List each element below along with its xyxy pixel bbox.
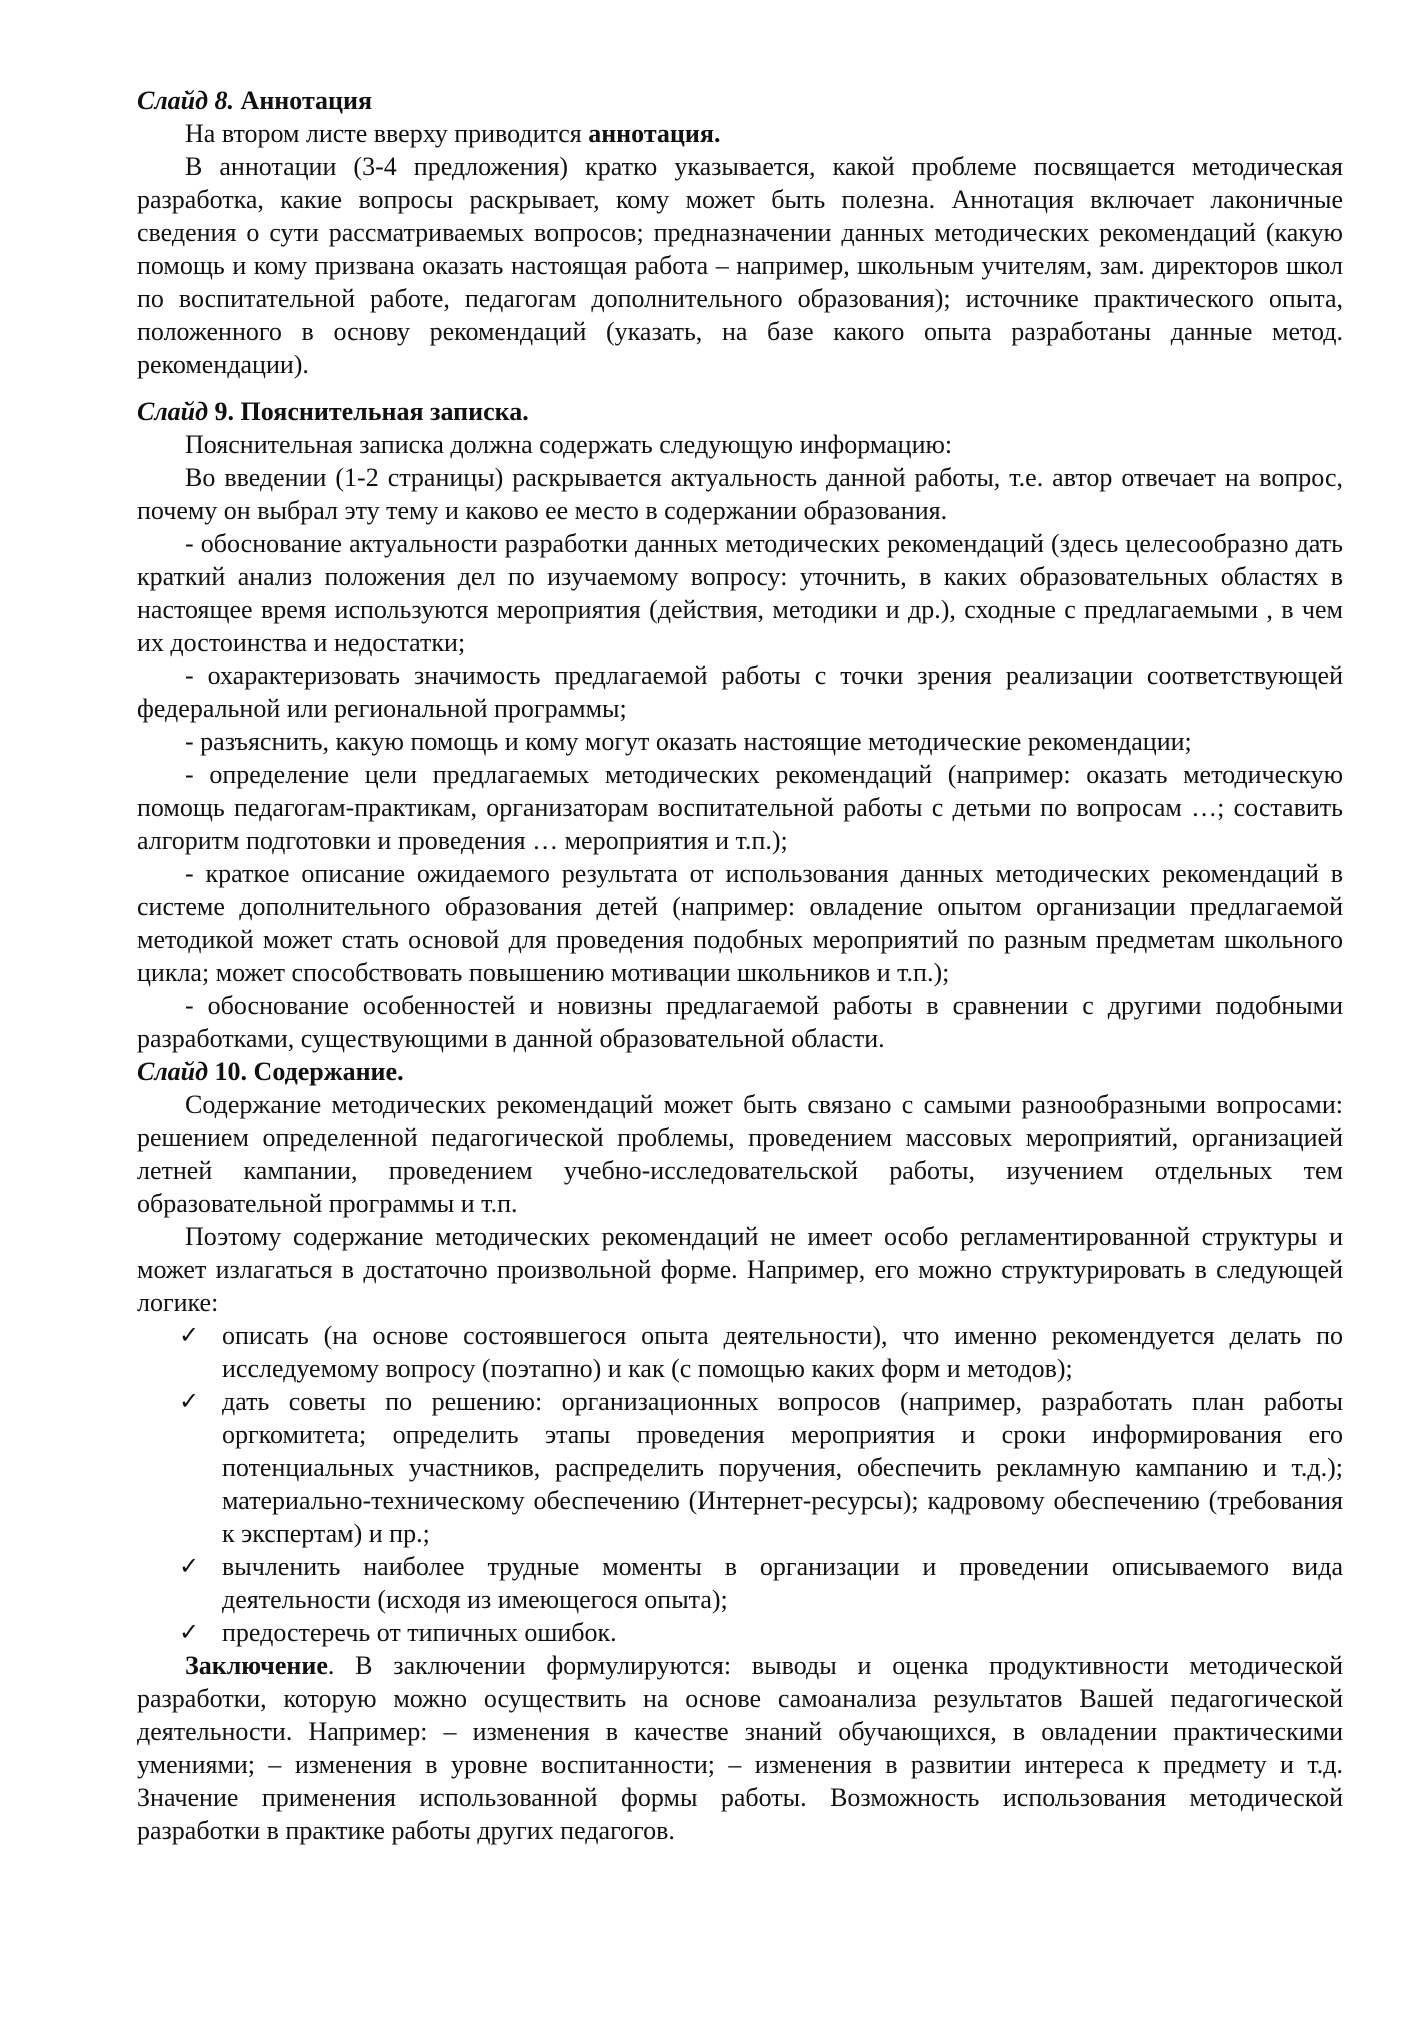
content-paragraph: Содержание методических рекомендаций может быть связано с самыми разнообразными вопросами: решением определенной педагогической проблемы, проведением массовых мероприятий, организацией летней кампании, проведением учебно-исследовательской работы, изучением отдельных тем образовательной программы и т.п.: [137, 1090, 1343, 1218]
checklist-item: [137, 1319, 1343, 1385]
explanatory-paragraph: - охарактеризовать значимость предлагаемой работы с точки зрения реализации соответствующей федеральной или региональной программы;: [137, 661, 1343, 723]
slide-9-heading: [137, 395, 1343, 428]
slide-number: 8.: [214, 86, 235, 115]
slide-word: Слайд: [137, 86, 209, 115]
intro-bold: аннотация.: [588, 119, 721, 148]
slide-10-heading: [137, 1055, 1343, 1088]
intro-text: На втором листе вверху приводится: [185, 119, 589, 148]
checklist-item-text: дать советы по решению: организационных вопросов (например, разработать план работы оргкомитета; определить этапы проведения мероприятия и сроки информирования его потенциальных участников, распределить поручения, обеспечить рекламную кампанию и т.д.); материально-техническому обеспечению (Интернет-ресурсы); кадровому обеспечению (требования к экспертам) и пр.;: [222, 1387, 1343, 1548]
explanatory-paragraph: - определение цели предлагаемых методических рекомендаций (например: оказать методическую помощь педагогам-практикам, организаторам воспитательной работы с детьми по вопросам …; составить алгоритм подготовки и проведения … мероприятия и т.п.);: [137, 760, 1343, 855]
explanatory-paragraph: - обоснование особенностей и новизны предлагаемой работы в сравнении с другими подобными разработками, существующими в данной образовательной области.: [137, 991, 1343, 1053]
checkmark-icon: ✓: [179, 1387, 200, 1415]
checklist-item-text: описать (на основе состоявшегося опыта деятельности), что именно рекомендуется делать по исследуемому вопросу (поэтапно) и как (с помощью каких форм и методов);: [222, 1321, 1343, 1383]
explanatory-paragraph: - краткое описание ожидаемого результата от использования данных методических рекомендаций в системе дополнительного образования детей (например: овладение опытом организации предлагаемой методикой может стать основой для проведения подобных мероприятий по разным предметам школьного цикла; может способствовать повышению мотивации школьников и т.п.);: [137, 859, 1343, 987]
checklist-item: [137, 1616, 1343, 1649]
conclusion-text: . В заключении формулируются: выводы и оценка продуктивности методической разработки, которую можно осуществить на основе самоанализа результатов Вашей педагогической деятельности. Например: – изменения в качестве знаний обучающихся, в овладении практическими умениями; – изменения в уровне воспитанности; – изменения в развитии интереса к предмету и т.д. Значение применения использованной формы работы. Возможность использования методической разработки в практике работы других педагогов.: [137, 1651, 1343, 1845]
slide-title: Содержание.: [253, 1057, 404, 1086]
annotation-intro: [137, 117, 1343, 150]
slide-8-heading: [137, 84, 1343, 117]
slide-number: 9.: [214, 397, 235, 426]
slide-word: Слайд: [137, 1057, 209, 1086]
slide-word: Слайд: [137, 397, 209, 426]
content-paragraph: Поэтому содержание методических рекомендаций не имеет особо регламентированной структуры и может излагаться в достаточно произвольной форме. Например, его можно структурировать в следующей логике:: [137, 1222, 1343, 1317]
conclusion-label: Заключение: [185, 1651, 328, 1680]
conclusion-paragraph: [137, 1649, 1343, 1847]
checkmark-icon: ✓: [179, 1618, 200, 1646]
slide-title: Аннотация: [240, 86, 373, 115]
explanatory-paragraph: Пояснительная записка должна содержать следующую информацию:: [185, 430, 953, 459]
checklist-item: [137, 1550, 1343, 1616]
checklist-item-text: вычленить наиболее трудные моменты в организации и проведении описываемого вида деятельности (исходя из имеющегося опыта);: [222, 1552, 1343, 1614]
checklist: [137, 1319, 1343, 1649]
explanatory-paragraph: - обоснование актуальности разработки данных методических рекомендаций (здесь целесообразно дать краткий анализ положения дел по изучаемому вопросу: уточнить, в каких образовательных областях в настоящее время используются мероприятия (действия, методики и др.), сходные с предлагаемыми , в чем их достоинства и недостатки;: [137, 529, 1343, 657]
checklist-item-text: предостеречь от типичных ошибок.: [222, 1618, 617, 1647]
slide-number: 10.: [214, 1057, 248, 1086]
checkmark-icon: ✓: [179, 1321, 200, 1349]
slide-title: Пояснительная записка.: [240, 397, 529, 426]
explanatory-paragraph: Во введении (1-2 страницы) раскрывается актуальность данной работы, т.е. автор отвечает на вопрос, почему он выбрал эту тему и каково ее место в содержании образования.: [137, 463, 1343, 525]
explanatory-paragraph: - разъяснить, какую помощь и кому могут оказать настоящие методические рекомендации;: [185, 727, 1192, 756]
checkmark-icon: ✓: [179, 1552, 200, 1580]
checklist-item: [137, 1385, 1343, 1550]
annotation-paragraph: В аннотации (3-4 предложения) кратко указывается, какой проблеме посвящается методическая разработка, какие вопросы раскрывает, кому может быть полезна. Аннотация включает лаконичные сведения о сути рассматриваемых вопросов; предназначении данных методических рекомендаций (какую помощь и кому призвана оказать настоящая работа – например, школьным учителям, зам. директоров школ по воспитательной работе, педагогам дополнительного образования); источнике практического опыта, положенного в основу рекомендаций (указать, на базе какого опыта разработаны данные метод. рекомендации).: [137, 152, 1343, 379]
document-page: [137, 84, 1343, 1847]
